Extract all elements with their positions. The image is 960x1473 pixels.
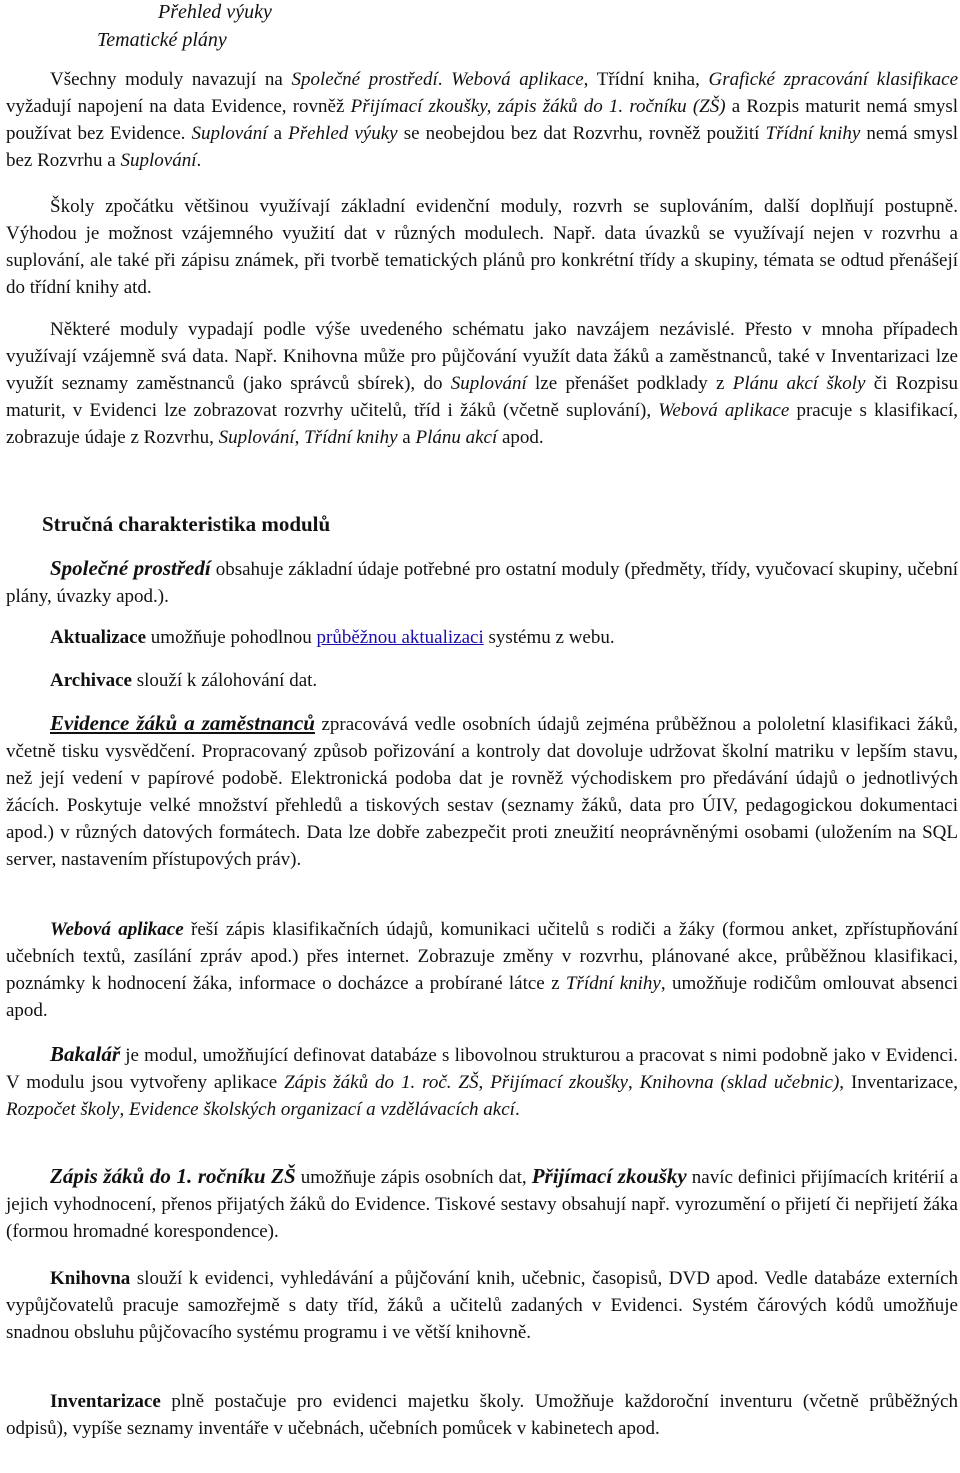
nav-item-prehled-vyuky[interactable]: Přehled výuky (158, 1, 272, 23)
module-inventarizace: Inventarizace plně postačuje pro evidenci majetku školy. Umožňuje každoroční inventuru (včetně průběžných odpisů), vypíše seznamy inventáře v učebnách, učebních pomůcek v kabinetech apod. (6, 1391, 958, 1439)
module-spolecne-prostredi: Společné prostředí obsahuje základní údaje potřebné pro ostatní moduly (předměty, třídy, vyučovací skupiny, učební plány, úvazky apod.). (6, 556, 959, 607)
module-archivace: Archivace slouží k zálohování dat. (50, 670, 318, 691)
intro-paragraph-1: Všechny moduly navazují na Společné prostředí. Webová aplikace, Třídní kniha, Grafické zpracování klasifikace vyžadují napojení na data Evidence, rovněž Přijímací zkoušky, zápis žáků do 1. ročníku (ZŠ) a Rozpis maturit nemá smysl používat bez Evidence. Suplování a Přehled výuky se neobejdou bez dat Rozvrhu, rovněž použití Třídní knihy nemá smysl bez Rozvrhu a Suplování. (6, 69, 959, 171)
module-webova-aplikace: Webová aplikace řeší zápis klasifikačních údajů, komunikaci učitelů s rodiči a žáky (formou anket, zpřístupňování učebních textů, zasílání zpráv apod.) přes internet. Zobrazuje změny v rozvrhu, plánované akce, průběžnou klasifikaci, poznámky k hodnocení žáka, informace o docházce a probírané látce z Třídní knihy, umožňuje rodičům omlouvat absenci apod. (6, 919, 959, 1021)
nav-item-tematicke-plany[interactable]: Tematické plány (97, 29, 227, 51)
module-bakalar: Bakalář je modul, umožňující definovat databáze s libovolnou strukturou a pracovat s nimi podobně jako v Evidenci. V modulu jsou vytvořeny aplikace Zápis žáků do 1. roč. ZŠ, Přijímací zkoušky, Knihovna (sklad učebnic), Inventarizace, Rozpočet školy, Evidence školských organizací a vzdělávacích akcí. (6, 1042, 959, 1120)
module-evidence: Evidence žáků a zaměstnanců zpracovává vedle osobních údajů zejména průběžnou a pololetní klasifikaci žáků, včetně tisku vysvědčení. Propracovaný způsob pořizování a kontroly dat dovoluje udržovat školní matriku v lepším stavu, než její vedení v papírové podobě. Elektronická podoba dat je rovněž východiskem pro předávání údajů o jednotlivých žácích. Poskytuje velké množství přehledů a tiskových sestav (seznamy žáků, data pro ÚIV, pedagogickou dokumentaci apod.) v různých datových formátech. Data lze dobře zabezpečit proti zneužití neoprávněnými osobami (uložením na SQL server, nastavením přístupových práv). (6, 711, 958, 870)
module-name: Společné prostředí (50, 556, 211, 580)
section-heading: Stručná charakteristika modulů (42, 512, 331, 536)
intro-paragraph-2: Školy zpočátku většinou využívají základní evidenční moduly, rozvrh se suplováním, další doplňují postupně. Výhodou je možnost vzájemného využití dat v různých modulech. Např. data úvazků se využívají nejen v rozvrhu a suplování, ale také při zápisu známek, při tvorbě tematických plánů pro konkrétní třídy a skupiny, témata se odtud přenášejí do třídní knihy atd. (6, 196, 958, 298)
intro-paragraph-3: Některé moduly vypadají podle výše uvedeného schématu jako navzájem nezávislé. Přesto v mnoha případech využívají vzájemně svá data. Např. Knihovna může pro půjčování využít data žáků a zaměstnanců, také v Inventarizaci lze využít seznamy zaměstnanců (jako správců sbírek), do Suplování lze přenášet podklady z Plánu akcí školy či Rozpisu maturit, v Evidenci lze zobrazovat rozvrhy učitelů, tříd i žáků (včetně suplování), Webová aplikace pracuje s klasifikací, zobrazuje údaje z Rozvrhu, Suplování, Třídní knihy a Plánu akcí apod. (6, 319, 959, 448)
module-zapis-zaku: Zápis žáků do 1. ročníku ZŠ umožňuje zápis osobních dat, Přijímací zkoušky navíc definici přijímacích kritérií a jejich vyhodnocení, přenos přijatých žáků do Evidence. Tiskové sestavy obsahují např. vyrozumění o přijetí či nepřijetí žáka (formou hromadné korespondence). (6, 1164, 958, 1242)
aktualizace-link[interactable]: průběžnou aktualizaci (316, 627, 484, 648)
module-knihovna: Knihovna slouží k evidenci, vyhledávání a půjčování knih, učebnic, časopisů, DVD apod. Vedle databáze externích vypůjčovatelů pracuje samozřejmě s daty tříd, žáků a učitelů zadaných v Evidenci. Systém čárových kódů umožňuje snadnou obsluhu půjčovacího systému programu i ve větší knihovně. (6, 1268, 958, 1343)
module-aktualizace: Aktualizace umožňuje pohodlnou průběžnou aktualizaci systému z webu. (50, 627, 615, 648)
